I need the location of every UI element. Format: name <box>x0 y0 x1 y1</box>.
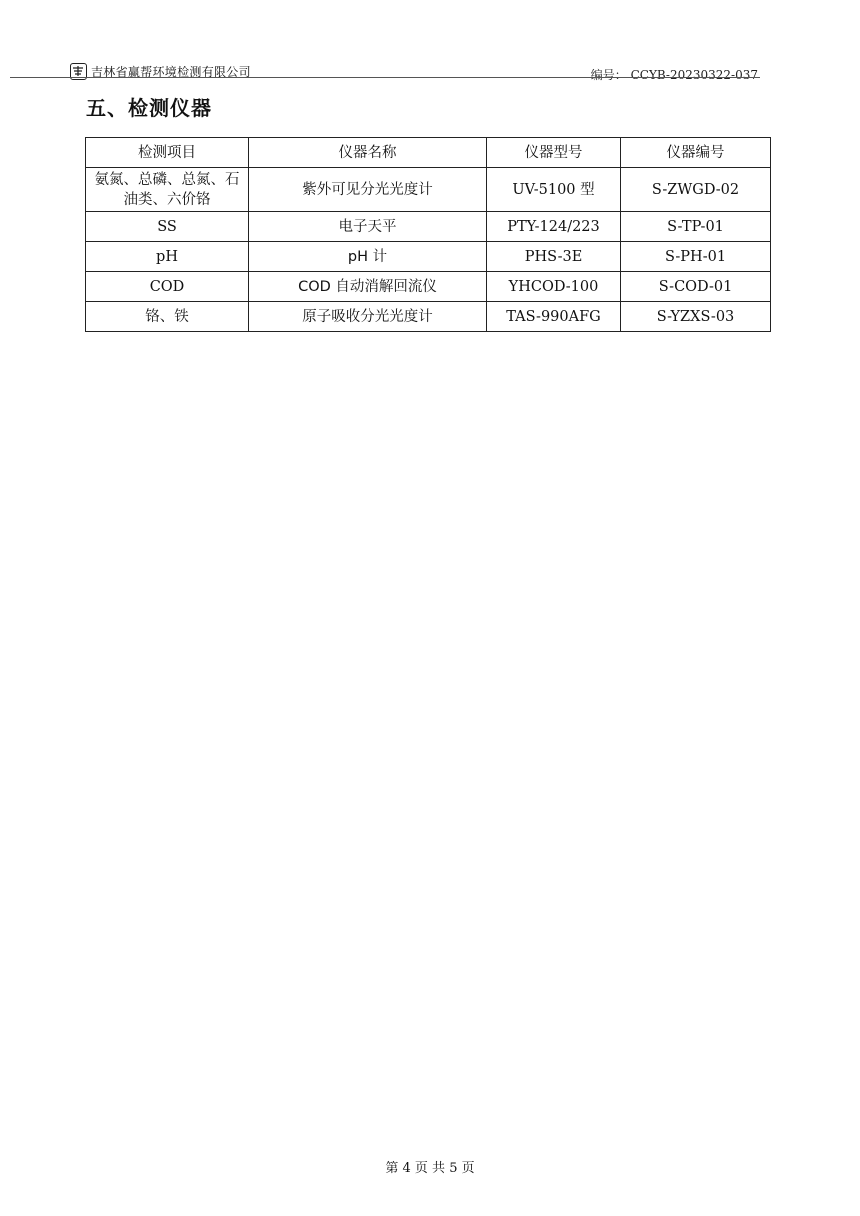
cell-code: S-YZXS-03 <box>621 302 771 332</box>
column-header-name: 仪器名称 <box>249 138 487 168</box>
cell-name: 电子天平 <box>249 212 487 242</box>
cell-code: S-TP-01 <box>621 212 771 242</box>
table-row <box>86 212 771 242</box>
cell-item: 氨氮、总磷、总氮、石油类、六价铬 <box>86 168 249 212</box>
cell-code: S-PH-01 <box>621 242 771 272</box>
cell-item: COD <box>86 272 249 302</box>
cell-code: S-COD-01 <box>621 272 771 302</box>
cell-item: pH <box>86 242 249 272</box>
cell-name: COD 自动消解回流仪 <box>249 272 487 302</box>
cell-model: TAS-990AFG <box>487 302 621 332</box>
table-row <box>86 272 771 302</box>
section-title: 五、检测仪器 <box>86 96 212 120</box>
column-header-item: 检测项目 <box>86 138 249 168</box>
header-divider <box>10 77 760 78</box>
cell-model: PHS-3E <box>487 242 621 272</box>
column-header-code: 仪器编号 <box>621 138 771 168</box>
cell-name: pH 计 <box>249 242 487 272</box>
column-header-model: 仪器型号 <box>487 138 621 168</box>
table-header-row <box>86 138 771 168</box>
document-number: 编号： CCYB-20230322-037 <box>590 68 758 82</box>
company-name: 吉林省赢帮环境检测有限公司 <box>91 65 251 79</box>
page-footer: 第 4 页 共 5 页 <box>385 1161 475 1176</box>
table-row <box>86 302 771 332</box>
cell-code: S-ZWGD-02 <box>621 168 771 212</box>
cell-model: UV-5100 型 <box>487 168 621 212</box>
cell-model: YHCOD-100 <box>487 272 621 302</box>
cell-name: 紫外可见分光光度计 <box>249 168 487 212</box>
page-header <box>70 62 760 82</box>
cell-item: SS <box>86 212 249 242</box>
instrument-table <box>85 137 771 332</box>
cell-model: PTY-124/223 <box>487 212 621 242</box>
cell-item: 铬、铁 <box>86 302 249 332</box>
table-row <box>86 168 771 212</box>
cell-name: 原子吸收分光光度计 <box>249 302 487 332</box>
table-row <box>86 242 771 272</box>
